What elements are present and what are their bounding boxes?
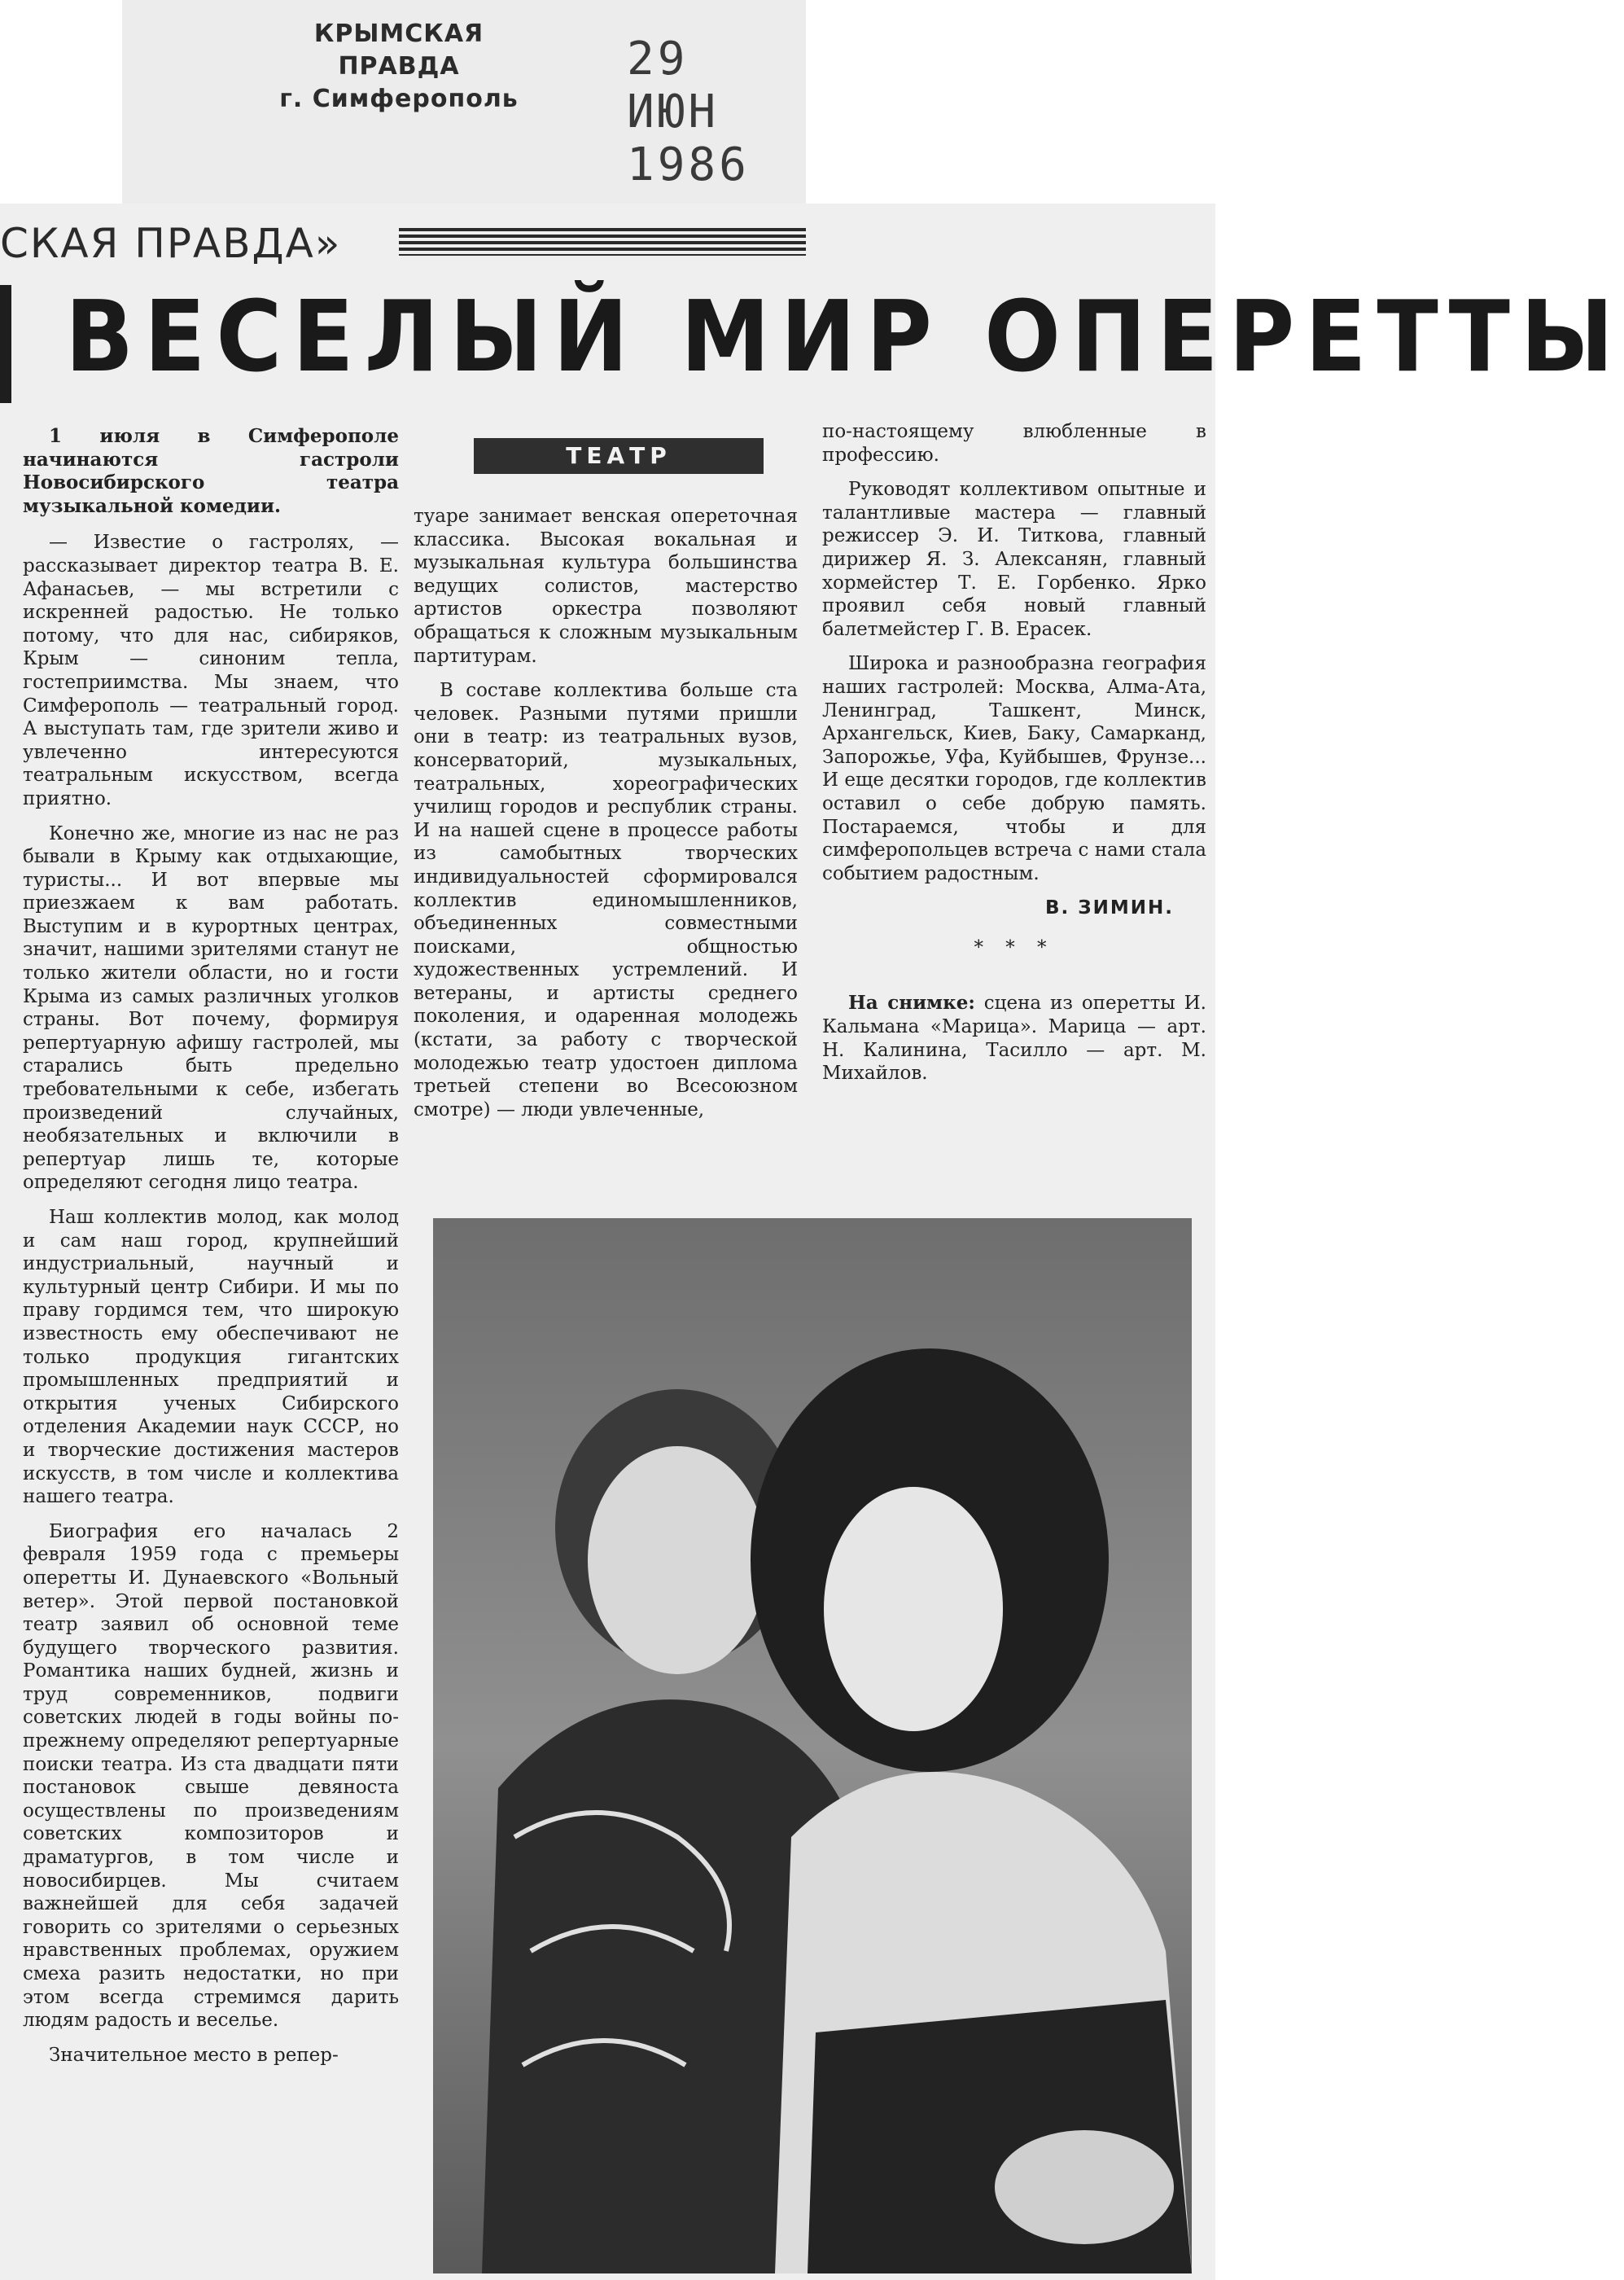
section-rubric: ТЕАТР xyxy=(474,438,764,474)
stage-photo-image xyxy=(433,1218,1192,2273)
paragraph: Наш коллектив молод, как молод и сам наш город, крупнейший индустриальный, научный и культурный центр Сибири. И мы по праву гордимся тем, что широкую известность ему обеспечивают не только продукция гигантских промышленных предприятий и открытия ученых Сибирского отделения Академии наук СССР, но и творческие достижения мастеров искусств, в том числе и коллектива нашего театра. xyxy=(23,1207,399,1508)
caption-text: сцена из оперетты И. Кальмана «Марица». Марица — арт. Н. Калинина, Тасилло — арт. М. Михайлов. xyxy=(822,993,1206,1085)
stamp-newspaper: КРЫМСКАЯ ПРАВДА xyxy=(313,20,484,81)
paragraph: Руководят коллективом опытные и талантливые мастера — главный режиссер Э. И. Титкова, главный дирижер Я. З. Алексанян, главный хормейстер Т. Е. Горбенко. Ярко проявил себя новый главный балетмейстер Г. В. Ерасек. xyxy=(822,479,1206,640)
author-signature: В. ЗИМИН. xyxy=(1045,897,1174,919)
source-stamp xyxy=(277,18,521,116)
paragraph: В составе коллектива больше ста человек. Разными путями пришли они в театр: из театральных вузов, консерваторий, музыкальных, театральных, хореографических училищ городов и республик страны. И на нашей сцене в процессе работы из самобытных творческих индивидуальностей сформировался коллектив единомышленников, объединенных совместными поисками, общностью художественных устремлений. И ветераны, и артисты среднего поколения, и одаренная молодежь (кстати, за работу с творческой молодежью театр удостоен диплома третьей степени во Всесоюзном смотре) — люди увлеченные, xyxy=(414,680,798,1120)
masthead-rules xyxy=(399,228,806,256)
paragraph: Биография его началась 2 февраля 1959 года с премьеры оперетты И. Дунаевского «Вольный ветер». Этой первой постановкой театр заявил об основной теме будущего творческого развития. Романтика наших будней, жизнь и труд современников, подвиги советских людей в годы войны по-прежнему определяют репертуарные поиски театра. Из ста двадцати пяти постановок свыше девяноста осуществлены по произведениям советских композиторов и драматургов, в том числе и новосибирцев. Мы считаем важнейшей для себя задачей говорить со зрителями о серьезных нравственных проблемах, оружием смеха разить недостатки, но при этом всегда стремимся дарить людям радость и веселье. xyxy=(23,1520,399,2032)
paragraph: Широка и разнообразна география наших гастролей: Москва, Алма-Ата, Ленинград, Ташкент, Минск, Архангельск, Киев, Баку, Самарканд, Запорожье, Уфа, Куйбышев, Фрунзе... И еще десятки городов, где коллектив оставил о себе добрую память. Постараемся, чтобы и для симферопольцев встреча с нами стала событием радостным. xyxy=(822,653,1206,884)
paragraph: Конечно же, многие из нас не раз бывали в Крыму как отдыхающие, туристы... И вот впервые мы приезжаем к вам работать. Выступим и в курортных центрах, значит, нашими зрителями станут не только жители области, но и гости Крыма из самых различных уголков страны. Вот почему, формируя репертуарную афишу гастролей, мы старались быть предельно требовательными к себе, избегать произведений случайных, необязательных и включили в репертуар лишь те, которые определяют сегодня лицо театра. xyxy=(23,822,399,1194)
article-headline: ВЕСЕЛЫЙ МИР ОПЕРЕТТЫ xyxy=(65,281,1624,394)
caption-label: На снимке: xyxy=(848,992,975,1015)
date-stamp: 29 ИЮН 1986 xyxy=(627,33,750,191)
separator-stars: * * * xyxy=(974,936,1055,958)
newspaper-masthead: СКАЯ ПРАВДА» xyxy=(0,220,342,267)
headline-block xyxy=(0,269,1624,415)
paragraph: — Известие о гастролях, — рассказывает директор театра В. Е. Афанасьев, — мы встретили с искренней радостью. Не только потому, что для нас, сибиряков, Крым — синоним тепла, гостеприимства. Мы знаем, что Симферополь — театральный город. А выступать там, где зрители живо и увлеченно интересуются театральным искусством, всегда приятно. xyxy=(23,532,399,809)
article-column-3 xyxy=(822,420,1206,1255)
article-column-1 xyxy=(23,425,399,2273)
stage-photo xyxy=(433,1218,1192,2273)
photo-caption xyxy=(822,992,1206,1085)
headline-bar xyxy=(0,285,11,403)
paragraph: по-настоящему влюбленные в профессию. xyxy=(822,421,1206,466)
stamp-city: г. Симферополь xyxy=(279,85,519,113)
paragraph: туаре занимает венская опереточная классика. Высокая вокальная и музыкальная культура большинства ведущих солистов, мастерство артистов оркестра позволяют обращаться к сложным музыкальным партитурам. xyxy=(414,506,798,667)
article-column-2 xyxy=(414,505,798,1221)
paragraph: Значительное место в репер- xyxy=(49,2044,339,2066)
article-lead: 1 июля в Симферополе начинаются гастроли Новосибирского театра музыкальной комедии. xyxy=(23,425,399,517)
